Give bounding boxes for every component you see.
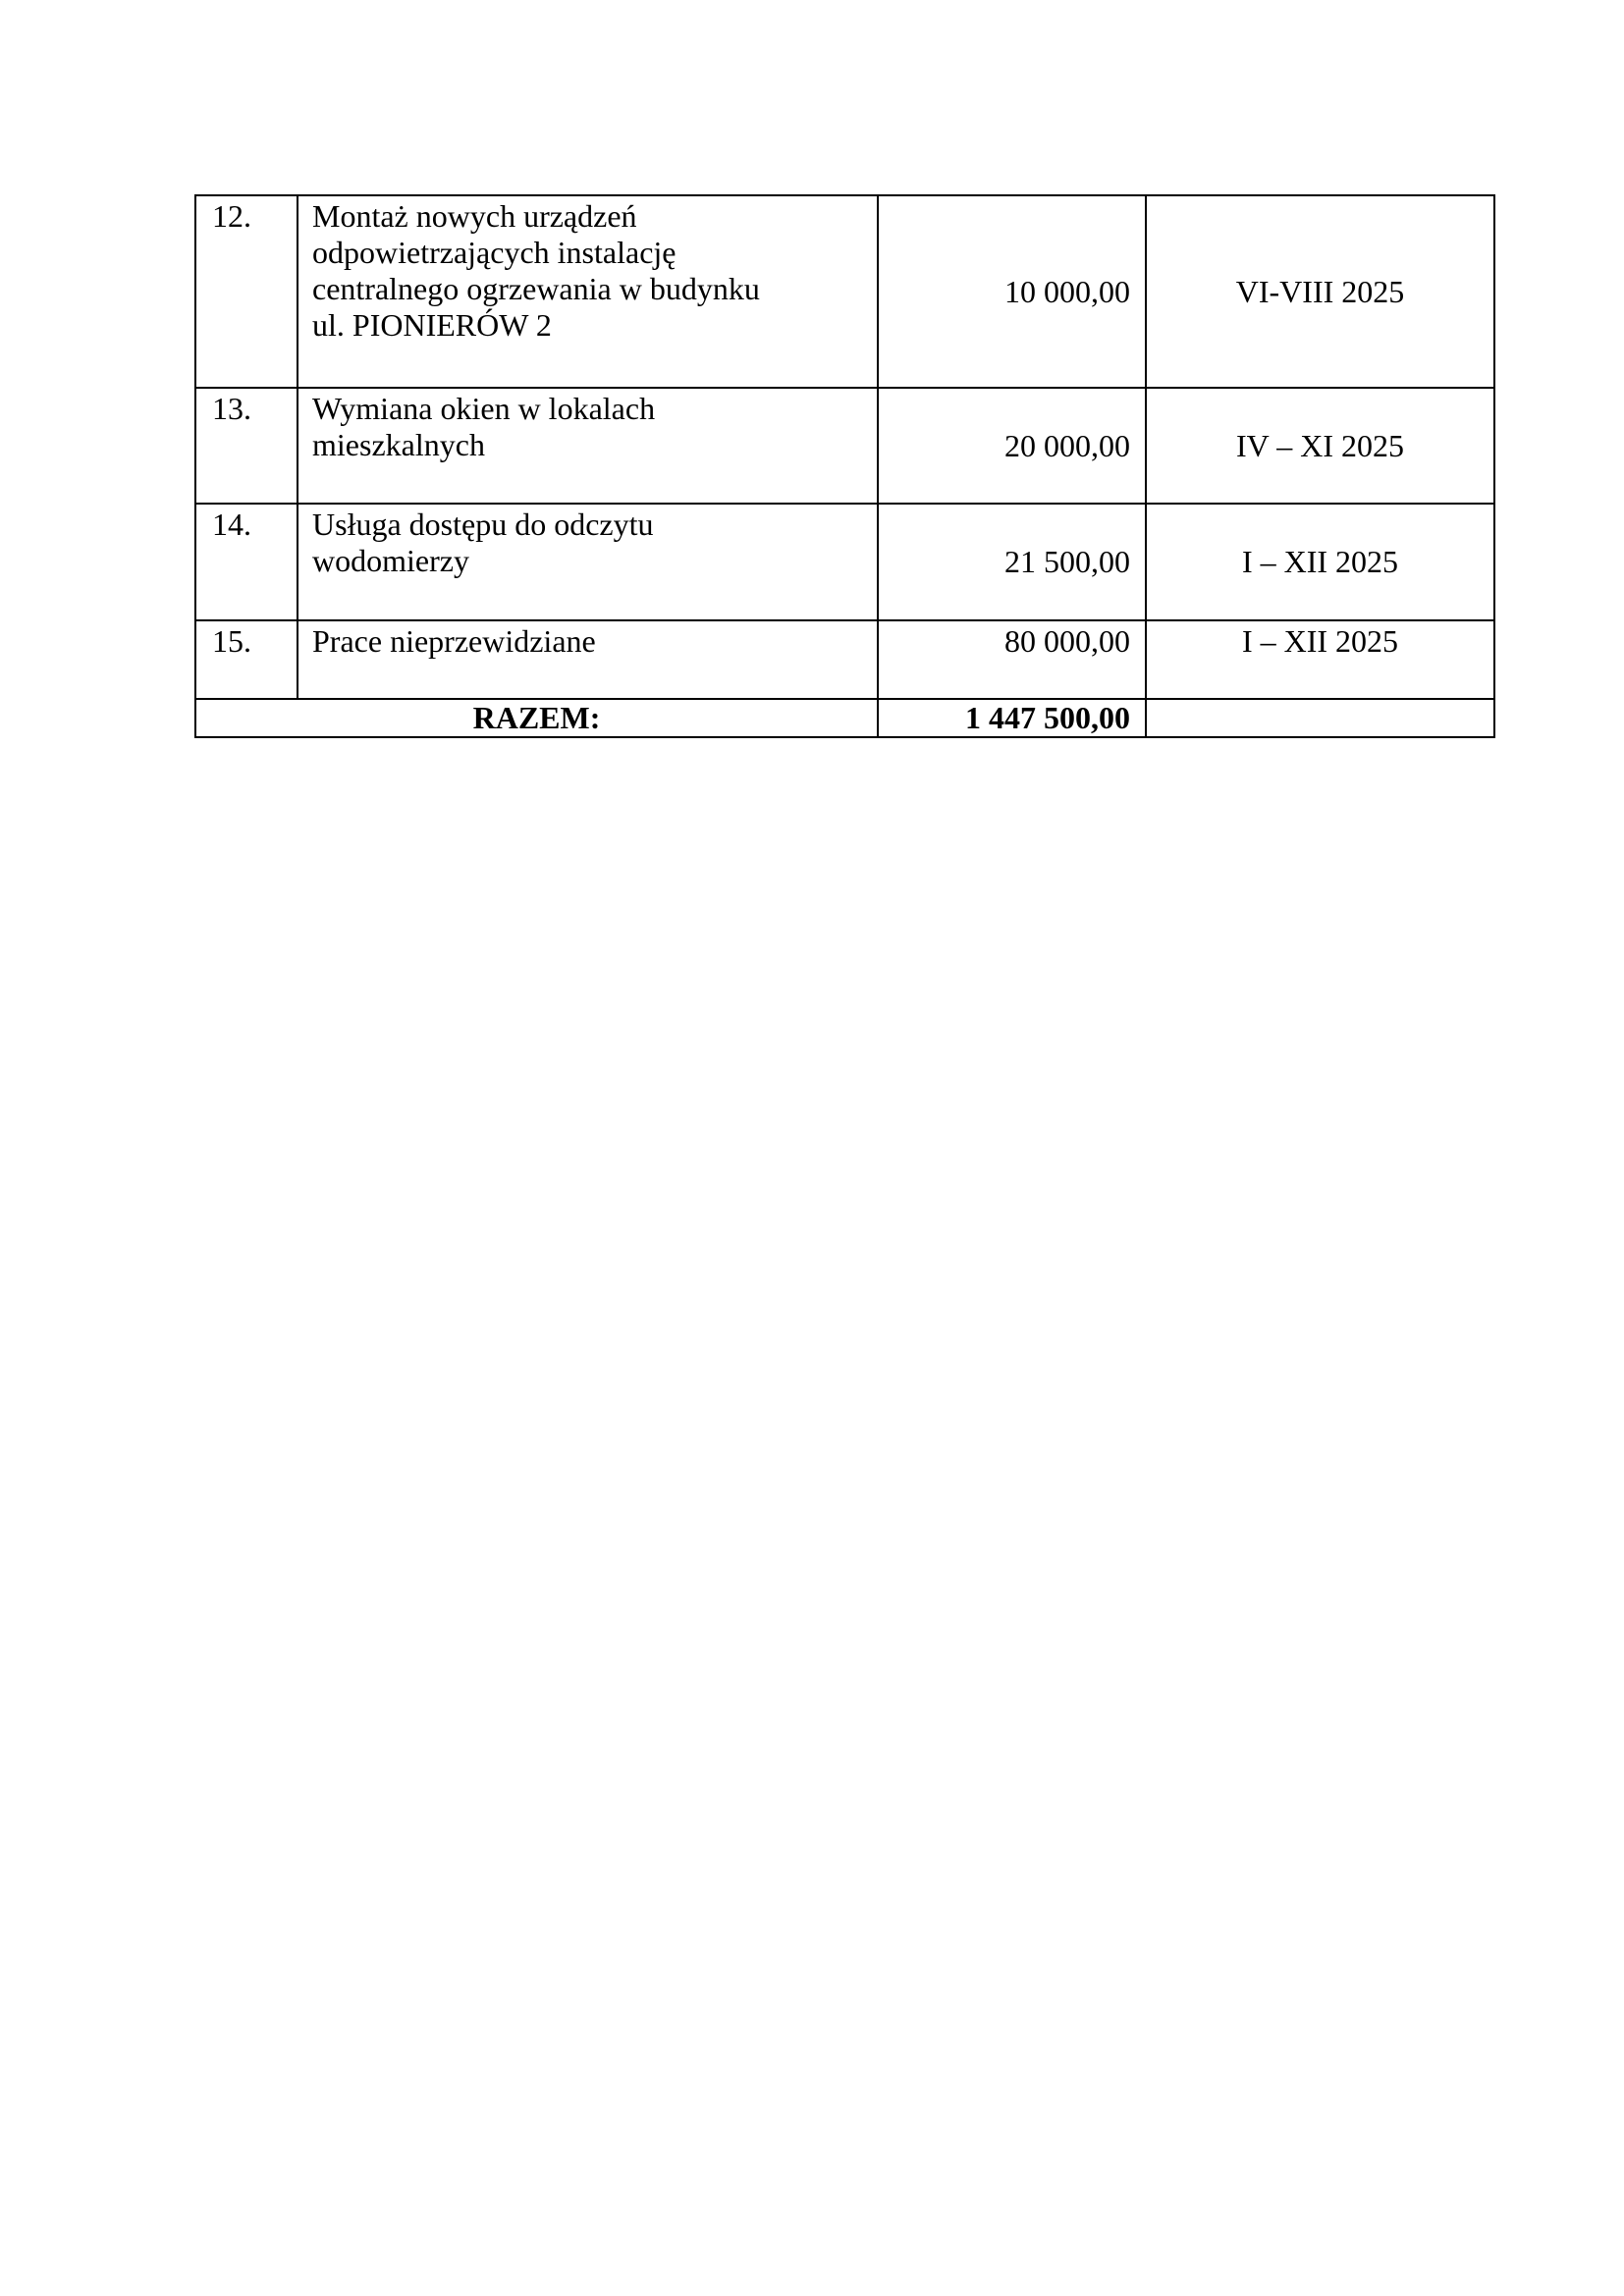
description-line: Usługa dostępu do odczytu: [312, 507, 654, 542]
total-amount: 1 447 500,00: [878, 699, 1146, 737]
row-period: I – XII 2025: [1146, 620, 1494, 699]
total-label: RAZEM:: [195, 699, 878, 737]
row-amount: 20 000,00: [878, 388, 1146, 504]
table-row: [195, 388, 1494, 504]
description-line: wodomierzy: [312, 543, 469, 578]
row-number: 14.: [195, 504, 298, 620]
description-line: centralnego ogrzewania w budynku: [312, 271, 760, 306]
row-period: IV – XI 2025: [1146, 388, 1494, 504]
total-period: [1146, 699, 1494, 737]
table-row: [195, 195, 1494, 388]
row-number: 12.: [195, 195, 298, 388]
total-row: [195, 699, 1494, 737]
row-description: [298, 620, 878, 699]
row-amount: 80 000,00: [878, 620, 1146, 699]
cost-table: [194, 194, 1495, 738]
table-row: [195, 504, 1494, 620]
row-amount: 21 500,00: [878, 504, 1146, 620]
row-period: I – XII 2025: [1146, 504, 1494, 620]
row-number: 13.: [195, 388, 298, 504]
table-row: [195, 620, 1494, 699]
row-amount: 10 000,00: [878, 195, 1146, 388]
description-line: ul. PIONIERÓW 2: [312, 307, 552, 343]
description-line: Prace nieprzewidziane: [312, 623, 596, 659]
row-description: [298, 388, 878, 504]
row-number: 15.: [195, 620, 298, 699]
description-line: odpowietrzających instalację: [312, 235, 677, 270]
description-line: mieszkalnych: [312, 427, 485, 462]
row-description: [298, 195, 878, 388]
row-description: [298, 504, 878, 620]
description-line: Montaż nowych urządzeń: [312, 198, 637, 234]
description-line: Wymiana okien w lokalach: [312, 391, 656, 426]
row-period: VI-VIII 2025: [1146, 195, 1494, 388]
